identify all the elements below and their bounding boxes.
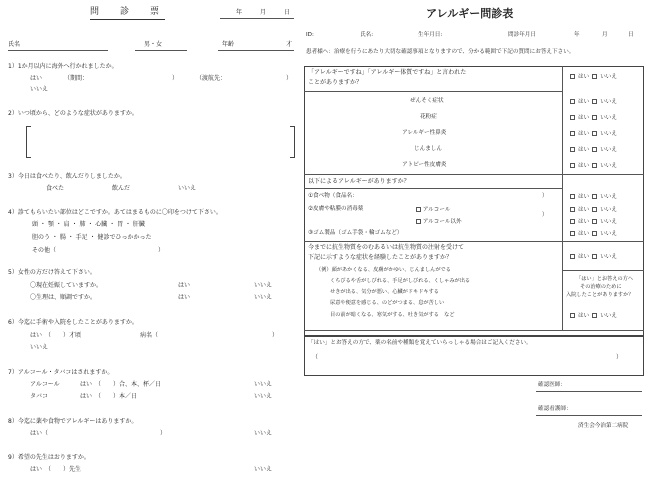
hosp-yes-checkbox[interactable] <box>570 313 575 318</box>
nonalc-yes-label: はい <box>578 219 590 225</box>
age-label: 年齢 <box>222 41 235 48</box>
q7-tobacco: タバコ <box>30 393 48 400</box>
s3-answer-divider <box>562 270 644 271</box>
rubber-no-label: いいえ <box>600 231 617 237</box>
s2-s3-divider <box>304 241 644 242</box>
hives-yes-checkbox[interactable] <box>570 147 575 152</box>
s2-disinfectant-close: ） <box>542 212 548 218</box>
q3-text: 3）今日は食べたり、飲んだりしましたか。 <box>8 173 126 180</box>
dob-label: 生年月日: <box>418 32 443 38</box>
q2-bracket-right <box>290 126 295 158</box>
s1-no-label: いいえ <box>600 74 617 80</box>
sex-options[interactable]: 男・女 <box>144 41 163 48</box>
asthma-no-label: いいえ <box>600 99 617 105</box>
q9-yes[interactable]: はい （ ）先生 <box>30 466 82 473</box>
confirm-doctor-label: 確認医師： <box>538 382 566 388</box>
nonalc-no-checkbox[interactable] <box>592 219 597 224</box>
pollen-no-label: いいえ <box>600 115 617 121</box>
exam-year: 年 <box>574 32 580 38</box>
age-unit: 才 <box>286 41 293 48</box>
s3-note-line2: その治療のために <box>580 284 622 290</box>
nonalc-no-label: いいえ <box>600 219 617 225</box>
confirm-nurse-line[interactable] <box>536 415 642 416</box>
form-title: 問 診 票 <box>90 8 165 20</box>
alcohol-checkbox[interactable] <box>416 207 421 212</box>
atopic-no-label: いいえ <box>600 163 617 169</box>
allergy-title: アレルギー問診表 <box>426 7 514 20</box>
q1-text: 1）1か月以内に海外へ行かれましたか。 <box>8 63 118 70</box>
q8-yes[interactable]: はい（ <box>30 430 49 437</box>
alcohol-label: アルコール <box>422 207 451 213</box>
q1-dest: （渡航先： <box>196 75 227 82</box>
s2-food-close: ） <box>542 193 548 199</box>
age-field[interactable] <box>218 50 294 51</box>
food-no-label: いいえ <box>600 194 617 200</box>
s1-item-asthma: ぜんそく症状 <box>410 98 444 104</box>
confirm-nurse-label: 確認看護師： <box>538 406 572 412</box>
rubber-yes-checkbox[interactable] <box>570 231 575 236</box>
s1-item-rhinitis: アレルギー性鼻炎 <box>402 130 447 136</box>
s1-title-line1: 「アレルギーですね」「アレルギー体質ですね」と言われた <box>308 69 467 76</box>
s1-item-asthma-answer[interactable] <box>570 99 620 106</box>
q5-text: 5）女性の方だけ答えて下さい。 <box>8 269 96 276</box>
exam-month: 月 <box>602 32 608 38</box>
q2-bracket-left <box>26 126 31 158</box>
sex-underline <box>135 50 187 51</box>
nonalcohol-label: アルコール以外 <box>422 219 462 225</box>
q6-yes[interactable]: はい （ ）才頃 <box>30 332 82 339</box>
alc-yes-label: はい <box>578 207 590 213</box>
q7-tobacco-no[interactable]: いいえ <box>254 393 273 400</box>
food-no-checkbox[interactable] <box>592 194 597 199</box>
s3-answer[interactable] <box>570 254 620 261</box>
id-label: ID: <box>306 32 314 38</box>
q3-drank[interactable]: 飲んだ <box>112 185 131 192</box>
s3-s4-divider <box>304 330 644 331</box>
asthma-yes-checkbox[interactable] <box>570 99 575 104</box>
q1-period: （期間： <box>64 75 89 82</box>
s2-food: ①食べ物（食品名： <box>308 193 358 199</box>
hosp-no-checkbox[interactable] <box>592 313 597 318</box>
q8-close: ） <box>160 430 167 437</box>
asthma-no-checkbox[interactable] <box>592 99 597 104</box>
pollen-no-checkbox[interactable] <box>592 115 597 120</box>
q5-pregnant-no[interactable]: いいえ <box>254 282 273 289</box>
hosp-yes-label: はい <box>578 313 590 319</box>
q4-parts-row1[interactable]: 頭 ・ 顎 ・ 肩 ・ 肺 ・ 心臓 ・ 胃 ・ 肝臓 <box>32 221 145 228</box>
s2-disinfectant: ②皮膚や粘膜の消毒薬 <box>308 206 364 212</box>
q6-disease-close: ） <box>272 332 279 339</box>
nonalc-yes-checkbox[interactable] <box>570 219 575 224</box>
s1-item-atopic: アトピー性皮膚炎 <box>402 162 447 168</box>
s1-yes-label: はい <box>578 74 590 80</box>
s4-open: （ <box>312 354 319 361</box>
name-field[interactable] <box>8 50 108 51</box>
s4-text: 「はい」とお答えの方で、薬の名前や種類を覚えていらっしゃる場合はご記入ください。 <box>308 340 532 346</box>
food-yes-label: はい <box>578 194 590 200</box>
q4-other-close: ） <box>158 247 165 254</box>
s2-title: 以下によるアレルギーがありますか？ <box>308 178 410 185</box>
s1-item-pollen: 花粉症 <box>420 114 437 120</box>
confirm-doctor-line[interactable] <box>536 391 642 392</box>
q5-pregnant: 〇現在妊娠していますか。 <box>30 282 103 289</box>
q7-text: 7）アルコール・タバコはされますか。 <box>8 369 114 376</box>
date-underline <box>220 18 294 19</box>
pollen-yes-checkbox[interactable] <box>570 115 575 120</box>
date-day-label: 日 <box>284 9 291 16</box>
s2-title-divider <box>304 188 562 189</box>
q1-period-close: ） <box>172 75 179 82</box>
s1-answer[interactable] <box>570 74 620 81</box>
q8-text: 8）今迄に薬や食物でアレルギーはありますか。 <box>8 418 138 425</box>
s3-no-checkbox[interactable] <box>592 254 597 259</box>
date-year-label: 年 <box>236 9 243 16</box>
hives-yes-label: はい <box>578 147 590 153</box>
hives-no-checkbox[interactable] <box>592 147 597 152</box>
rhinitis-no-checkbox[interactable] <box>592 131 597 136</box>
s3-hospitalized-answer[interactable] <box>570 313 620 320</box>
q7-alcohol-no[interactable]: いいえ <box>254 381 273 388</box>
q5-pregnant-yes[interactable]: はい <box>178 282 191 289</box>
nonalcohol-checkbox[interactable] <box>416 219 421 224</box>
s3-note-line3: 入院したことがありますか？ <box>566 292 634 298</box>
s2-food-answer[interactable] <box>570 194 620 201</box>
s2-alcohol-option[interactable] <box>416 207 450 214</box>
s2-rubber-answer[interactable] <box>570 231 620 238</box>
rhinitis-yes-checkbox[interactable] <box>570 131 575 136</box>
q3-ate[interactable]: 食べた <box>46 185 65 192</box>
s3-note-line1: 「はい」とお答えの方へ <box>576 276 634 282</box>
q7-alcohol-answer[interactable]: はい （ ）合、本、杯／日 <box>80 381 162 388</box>
q4-text: 4）診てもらいたい部位はどこですか。あてはまるものに〇印をつけて下さい。 <box>8 209 222 216</box>
s3-example-1: （例）顔があかくなる、皮膚がかゆい、じんましんがでる <box>316 267 451 273</box>
s3-example-2: くちびるや舌がしびれる、手足がしびれる、くしゃみが出る <box>330 278 471 284</box>
atopic-yes-label: はい <box>578 163 590 169</box>
s3-example-3: せきが出る、気分が悪い、心臓がドキドキする <box>330 289 439 295</box>
s2-nonalcohol-answer[interactable] <box>570 219 620 226</box>
s4-close: ） <box>616 354 623 361</box>
rubber-no-checkbox[interactable] <box>592 231 597 236</box>
q8-no[interactable]: いいえ <box>254 430 273 437</box>
pollen-yes-label: はい <box>578 115 590 121</box>
s1-item-pollen-answer[interactable] <box>570 115 620 122</box>
patient-name-label: 氏名: <box>360 32 374 38</box>
s3-yes-checkbox[interactable] <box>570 254 575 259</box>
hives-no-label: いいえ <box>600 147 617 153</box>
q4-parts-row2[interactable]: 胆のう ・ 腸 ・ 手足 ・ 健診でひっかかった <box>32 234 152 241</box>
s3-title-line1: 今までに抗生物質をのむあるいは抗生物質の注射を受けて <box>308 244 465 251</box>
q9-no[interactable]: いいえ <box>254 466 273 473</box>
food-yes-checkbox[interactable] <box>570 194 575 199</box>
q6-disease: 病名（ <box>140 332 159 339</box>
q5-cycle-yes[interactable]: はい <box>178 294 191 301</box>
q2-text: 2）いつ頃から、どのような症状がありますか。 <box>8 110 138 117</box>
alc-no-checkbox[interactable] <box>592 207 597 212</box>
s1-item-hives-answer[interactable] <box>570 147 620 154</box>
q4-other[interactable]: その他（ <box>32 247 57 254</box>
hospital-name: 済生会今治第二病院 <box>578 423 629 429</box>
date-month-label: 月 <box>260 9 267 16</box>
q6-no[interactable]: いいえ <box>30 344 49 351</box>
atopic-yes-checkbox[interactable] <box>570 163 575 168</box>
rubber-yes-label: はい <box>578 231 590 237</box>
rhinitis-no-label: いいえ <box>600 131 617 137</box>
answer-column-divider <box>562 66 563 330</box>
s3-title-line2: 下記に示すような症状を経験したことがありますか？ <box>308 254 453 261</box>
q1-yes[interactable]: はい <box>30 75 43 82</box>
s1-divider <box>304 91 562 92</box>
q6-text: 6）今迄に手術や入院をしたことがありますか。 <box>8 319 138 326</box>
hosp-no-label: いいえ <box>600 313 617 319</box>
drug-name-input[interactable] <box>320 352 610 366</box>
s2-rubber: ③ゴム製品（ゴム手袋・輪ゴムなど） <box>308 230 403 236</box>
q7-tobacco-answer[interactable]: はい （ ）本／日 <box>80 393 138 400</box>
q5-cycle: 〇生理は、順調ですか。 <box>30 294 97 301</box>
q5-cycle-no[interactable]: いいえ <box>254 294 273 301</box>
q9-text: 9）希望の先生はおりますか。 <box>8 454 90 461</box>
s2-nonalcohol-option[interactable] <box>416 219 462 226</box>
s1-item-hives: じんましん <box>414 146 442 152</box>
s3-no-label: いいえ <box>600 254 617 260</box>
q7-alcohol: アルコール <box>30 381 60 388</box>
s3-yes-label: はい <box>578 254 590 260</box>
s1-no-checkbox[interactable] <box>592 74 597 79</box>
intro-text: 患者様へ：治療を行うにあたり大切な確認事項となりますので、分かる範囲で下記の質問にお答え下さい。 <box>306 49 575 55</box>
q1-dest-close: ） <box>286 75 293 82</box>
s1-yes-checkbox[interactable] <box>570 74 575 79</box>
name-label: 氏名 <box>8 41 21 48</box>
exam-day: 日 <box>628 32 634 38</box>
s2-alcohol-answer[interactable] <box>570 207 620 214</box>
alc-no-label: いいえ <box>600 207 617 213</box>
s1-item-atopic-answer[interactable] <box>570 163 620 170</box>
atopic-no-checkbox[interactable] <box>592 163 597 168</box>
s3-example-4: 尿意や便意を感じる、のどがつまる、息が苦しい <box>330 300 445 306</box>
s3-example-5: 目の前が暗くなる、寒気がする、吐き気がする など <box>330 312 455 318</box>
rhinitis-yes-label: はい <box>578 131 590 137</box>
q1-no[interactable]: いいえ <box>30 86 49 93</box>
alc-yes-checkbox[interactable] <box>570 207 575 212</box>
q3-no[interactable]: いいえ <box>178 185 197 192</box>
asthma-yes-label: はい <box>578 99 590 105</box>
exam-date-label: 問診年月日 <box>508 32 536 38</box>
s1-s2-divider <box>304 174 644 175</box>
s1-item-rhinitis-answer[interactable] <box>570 131 620 138</box>
s1-title-line2: ことがありますか？ <box>308 79 363 86</box>
